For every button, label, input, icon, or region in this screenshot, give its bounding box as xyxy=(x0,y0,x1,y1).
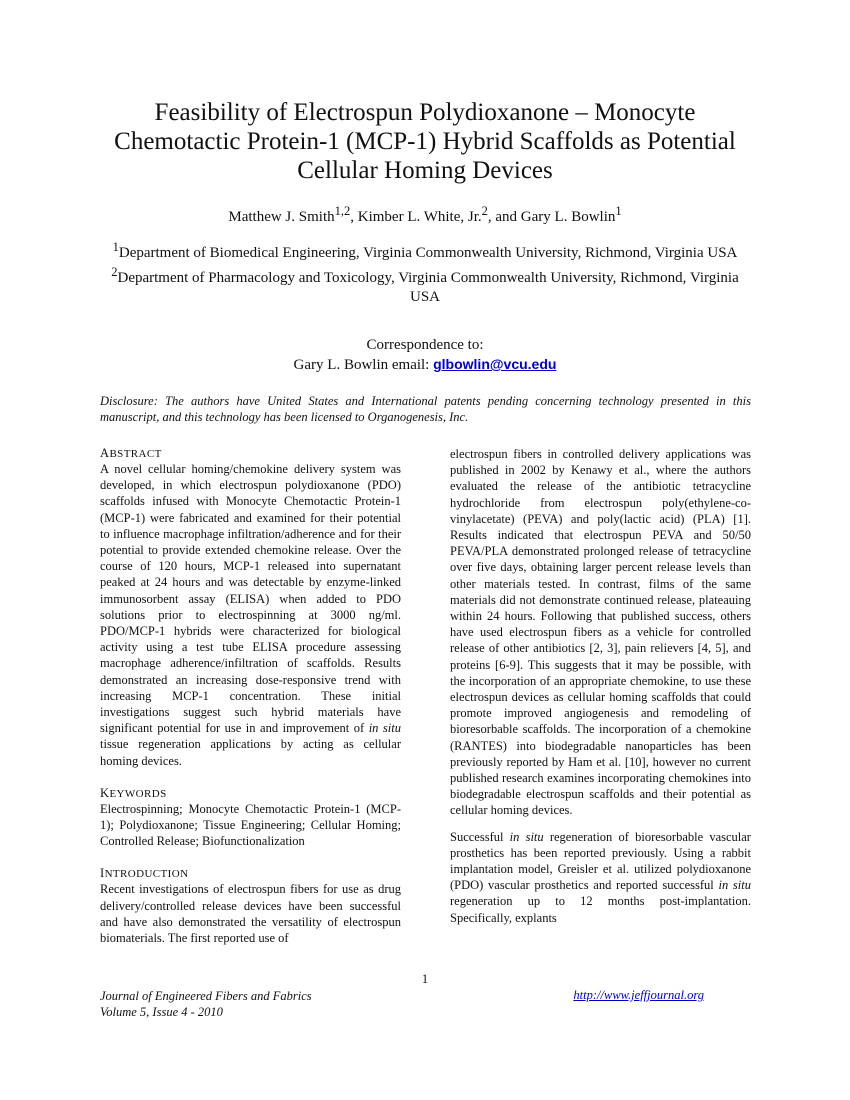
affiliation-mark: 2 xyxy=(111,265,118,279)
correspondence-line xyxy=(100,355,750,375)
author-name: Gary L. Bowlin xyxy=(520,209,616,225)
journal-volume: Volume 5, Issue 4 - 2010 xyxy=(100,1005,223,1019)
correspondence-label: Correspondence to: xyxy=(366,337,484,353)
left-column xyxy=(100,446,401,946)
author-affiliation-mark: 1 xyxy=(615,204,622,218)
introduction-text: Recent investigations of electrospun fibers for use as drug delivery/controlled release devices have been successful and have also demonstrated the versatility of electrospun biomaterials. The first reported use of xyxy=(100,882,401,946)
keywords-text: Electrospinning; Monocyte Chemotactic Protein-1 (MCP-1); Polydioxanone; Tissue Engineering; Cellular Homing; Controlled Release; Biofunctionalization xyxy=(100,801,401,849)
abstract-heading: ABSTRACT xyxy=(100,446,162,460)
author-name: Matthew J. Smith xyxy=(228,209,335,225)
affiliation-mark: 1 xyxy=(112,240,119,254)
page-number: 1 xyxy=(421,972,429,986)
correspondence xyxy=(100,336,750,375)
affiliation-text: Department of Pharmacology and Toxicology, Virginia Commonwealth University, Richmond, Virginia USA xyxy=(117,270,739,305)
journal-url-link[interactable]: http://www.jeffjournal.org xyxy=(573,988,704,1002)
author-separator: , xyxy=(350,209,358,225)
paper-title: Feasibility of Electrospun Polydioxanone – Monocyte Chemotactic Protein-1 (MCP-1) Hybrid Scaffolds as Potential Cellular Homing Devices xyxy=(114,99,736,184)
author-list xyxy=(100,201,750,227)
affiliation xyxy=(100,263,750,307)
disclosure: Disclosure: The authors have United States and International patents pending concerning technology presented in this manuscript, and this technology has been licensed to Organogenesis, Inc. xyxy=(100,394,751,424)
body-paragraph: electrospun fibers in controlled delivery applications was published in 2002 by Kenawy et al., where the authors evaluated the release of the antibiotic tetracycline hydrochloride from electrospun poly(ethylene-co-vinylacetate) (PEVA) and poly(lactic acid) (PLA) [1]. Results indicated that electrospun PEVA and 50/50 PEVA/PLA demonstrated prolonged release of tetracycline over five days, obtaining larger percent release levels than other materials tested. In contrast, films of the same materials did not demonstrate continued release, plateauing within 24 hours. Following that published success, others have used electrospun fibers as a vehicle for controlled release of other antibiotics [2, 3], pain relievers [4, 5], and proteins [6-9]. This suggests that it may be possible, with the incorporation of an appropriate chemokine, to use these electrospun devices as cellular homing scaffolds that could promote improved angiogenesis and remodeling of bioresorbable scaffolds. The incorporation of a chemokine (RANTES) into biodegradable nanoparticles has been previously reported by Ham et al. [10], however no current published research examines incorporating chemokines into biodegradable electrospun scaffolds and their potential as cellular homing devices. xyxy=(450,447,751,818)
author-affiliation-mark: 1,2 xyxy=(334,204,351,218)
affiliation-text: Department of Biomedical Engineering, Virginia Commonwealth University, Richmond, Virginia USA xyxy=(118,245,738,261)
body-paragraph: Successful in situ regeneration of bioresorbable vascular prosthetics has been reported previously. Using a rabbit implantation model, Greisler et al. utilized polydioxanone (PDO) vascular prosthetics and reported successful in situ regeneration up to 12 months post-implantation. Specifically, explants xyxy=(450,829,751,925)
affiliation xyxy=(100,238,750,263)
introduction-heading: INTRODUCTION xyxy=(100,866,189,881)
right-column xyxy=(450,446,751,926)
footer-journal xyxy=(100,988,312,1020)
author-name: Kimber L. White, Jr. xyxy=(357,209,482,225)
abstract-text: A novel cellular homing/chemokine delivery system was developed, in which electrospun polydioxanone (PDO) scaffolds infused with Monocyte Chemotactic Protein-1 (MCP-1) were fabricated and examined for their potential to influence macrophage infiltration/adherence and for their potential to provide extended chemokine release. Over the course of 120 hours, MCP-1 released into supernatant peaked at 24 hours and was detectable by enzyme-linked immunosorbent assay (ELISA) when added to PDO solutions prior to electrospinning at 3000 ng/ml. PDO/MCP-1 hybrids were characterized for biological activity using a test tube ELISA procedure assessing macrophage adherence/infiltration of scaffolds. Results demonstrated an increasing dose-responsive trend with increasing MCP-1 concentration. These initial investigations suggest such hybrid materials have significant potential for use in and improvement of in situ tissue regeneration applications by acting as cellular homing devices. xyxy=(100,462,401,768)
journal-name: Journal of Engineered Fibers and Fabrics xyxy=(100,989,312,1003)
email-link[interactable]: glbowlin@vcu.edu xyxy=(433,356,557,372)
affiliations xyxy=(100,238,750,307)
author-affiliation-mark: 2 xyxy=(481,204,488,218)
keywords-heading: KEYWORDS xyxy=(100,785,167,800)
author-separator: , and xyxy=(487,209,521,225)
correspondence-name: Gary L. Bowlin email: xyxy=(293,357,430,373)
